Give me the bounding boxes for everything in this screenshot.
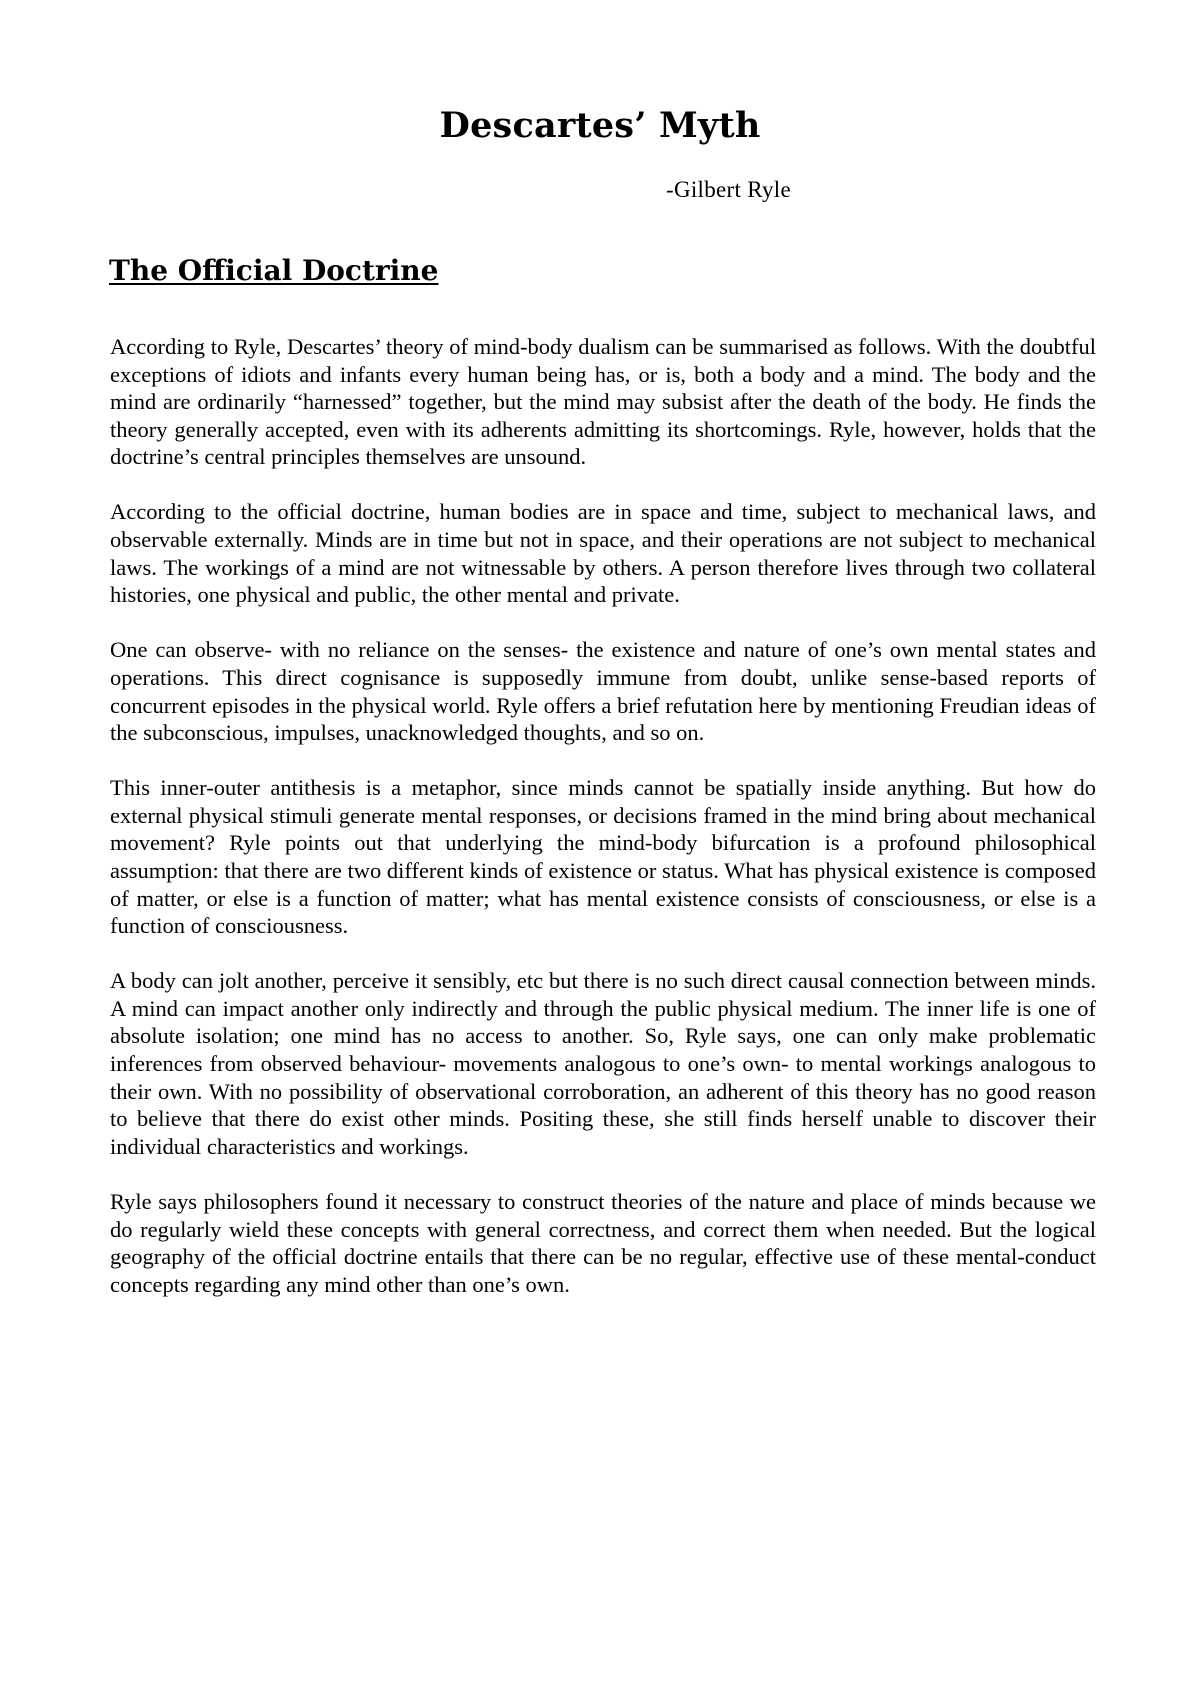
document-title: Descartes’ Myth	[439, 105, 761, 146]
paragraph: According to the official doctrine, human bodies are in space and time, subject to mechanical laws, and observable externally. Minds are in time but not in space, and their operations are not subject to mechanical laws. The workings of a mind are not witnessable by others. A person therefore lives through two collateral histories, one physical and public, the other mental and private.	[110, 499, 1096, 608]
section-heading: The Official Doctrine	[109, 254, 439, 287]
paragraph: According to Ryle, Descartes’ theory of mind-body dualism can be summarised as follows. With the doubtful exceptions of idiots and infants every human being has, or is, both a body and a mind. The body and the mind are ordinarily “harnessed” together, but the mind may subsist after the death of the body. He finds the theory generally accepted, even with its adherents admitting its shortcomings. Ryle, however, holds that the doctrine’s central principles themselves are unsound.	[110, 334, 1096, 470]
paragraph: One can observe- with no reliance on the senses- the existence and nature of one’s own mental states and operations. This direct cognisance is supposedly immune from doubt, unlike sense-based reports of concurrent episodes in the physical world. Ryle offers a brief refutation here by mentioning Freudian ideas of the subconscious, impulses, unacknowledged thoughts, and so on.	[110, 637, 1096, 746]
paragraph: Ryle says philosophers found it necessary to construct theories of the nature and place of minds because we do regularly wield these concepts with general correctness, and correct them when needed. But the logical geography of the official doctrine entails that there can be no regular, effective use of these mental-conduct concepts regarding any mind other than one’s own.	[110, 1188, 1096, 1297]
document-body	[110, 333, 1096, 1326]
paragraph: This inner-outer antithesis is a metaphor, since minds cannot be spatially inside anything. But how do external physical stimuli generate mental responses, or decisions framed in the mind bring about mechanical movement? Ryle points out that underlying the mind-body bifurcation is a profound philosophical assumption: that there are two different kinds of existence or status. What has physical existence is composed of matter, or else is a function of matter; what has mental existence consists of consciousness, or else is a function of consciousness.	[110, 775, 1096, 939]
author-byline: -Gilbert Ryle	[666, 177, 791, 202]
paragraph: A body can jolt another, perceive it sensibly, etc but there is no such direct causal connection between minds. A mind can impact another only indirectly and through the public physical medium. The inner life is one of absolute isolation; one mind has no access to another. So, Ryle says, one can only make problematic inferences from observed behaviour- movements analogous to one’s own- to mental workings analogous to their own. With no possibility of observational corroboration, an adherent of this theory has no good reason to believe that there do exist other minds. Positing these, she still finds herself unable to discover their individual characteristics and workings.	[110, 968, 1096, 1159]
